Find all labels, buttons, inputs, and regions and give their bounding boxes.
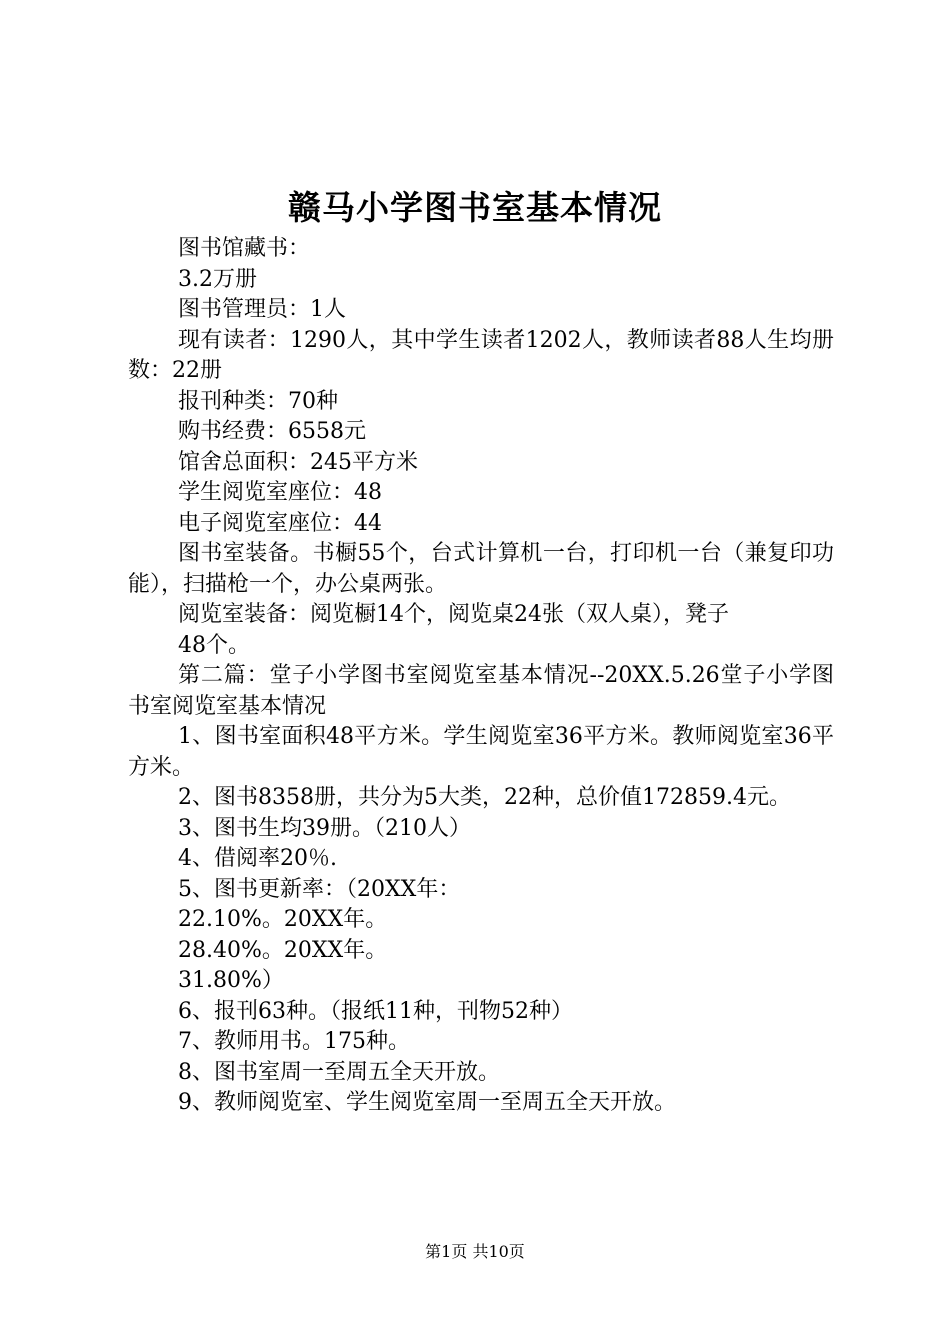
paragraph: 现有读者：1290人，其中学生读者1202人，教师读者88人生均册数：22册 (128, 327, 834, 383)
paragraph: 购书经费：6558元 (178, 419, 366, 444)
paragraph: 7、教师用书。175种。 (178, 1029, 410, 1054)
document-body (128, 234, 834, 1119)
paragraph: 馆舍总面积：245平方米 (178, 449, 418, 475)
paragraph: 9、教师阅览室、学生阅览室周一至周五全天开放。 (178, 1090, 676, 1115)
paragraph: 8、图书室周一至周五全天开放。 (178, 1059, 500, 1085)
paragraph: 48个。 (178, 632, 250, 658)
paragraph: 4、借阅率20％. (178, 846, 337, 871)
paragraph: 22.10%。20XX年。 (178, 907, 388, 932)
paragraph: 28.40%。20XX年。 (178, 937, 388, 963)
paragraph: 6、报刊63种。（报纸11种，刊物52种） (178, 998, 573, 1024)
paragraph: 3.2万册 (178, 266, 257, 292)
paragraph: 阅览室装备：阅览橱14个，阅览桌24张（双人桌），凳子 (178, 602, 729, 627)
paragraph: 图书馆藏书： (178, 236, 311, 261)
document-title: 赣马小学图书室基本情况 (288, 188, 662, 227)
paragraph: 5、图书更新率：（20XX年： (178, 876, 461, 902)
paragraph: 电子阅览室座位：44 (178, 510, 382, 536)
paragraph: 2、图书8358册，共分为5大类，22种，总价值172859.4元。 (178, 785, 791, 810)
paragraph: 第二篇：堂子小学图书室阅览室基本情况--20XX.5.26堂子小学图书室阅览室基本情况 (128, 663, 834, 719)
paragraph: 图书室装备。书橱55个，台式计算机一台，打印机一台（兼复印功能），扫描枪一个，办公桌两张。 (128, 541, 834, 597)
paragraph: 3、图书生均39册。（210人） (178, 815, 471, 841)
paragraph: 报刊种类：70种 (178, 388, 338, 414)
paragraph: 图书管理员：1人 (178, 297, 346, 322)
paragraph: 学生阅览室座位：48 (178, 480, 382, 505)
page-footer: 第1页 共10页 (425, 1242, 525, 1261)
paragraph: 31.80%） (178, 968, 284, 993)
paragraph: 1、图书室面积48平方米。学生阅览室36平方米。教师阅览室36平方米。 (128, 724, 834, 780)
